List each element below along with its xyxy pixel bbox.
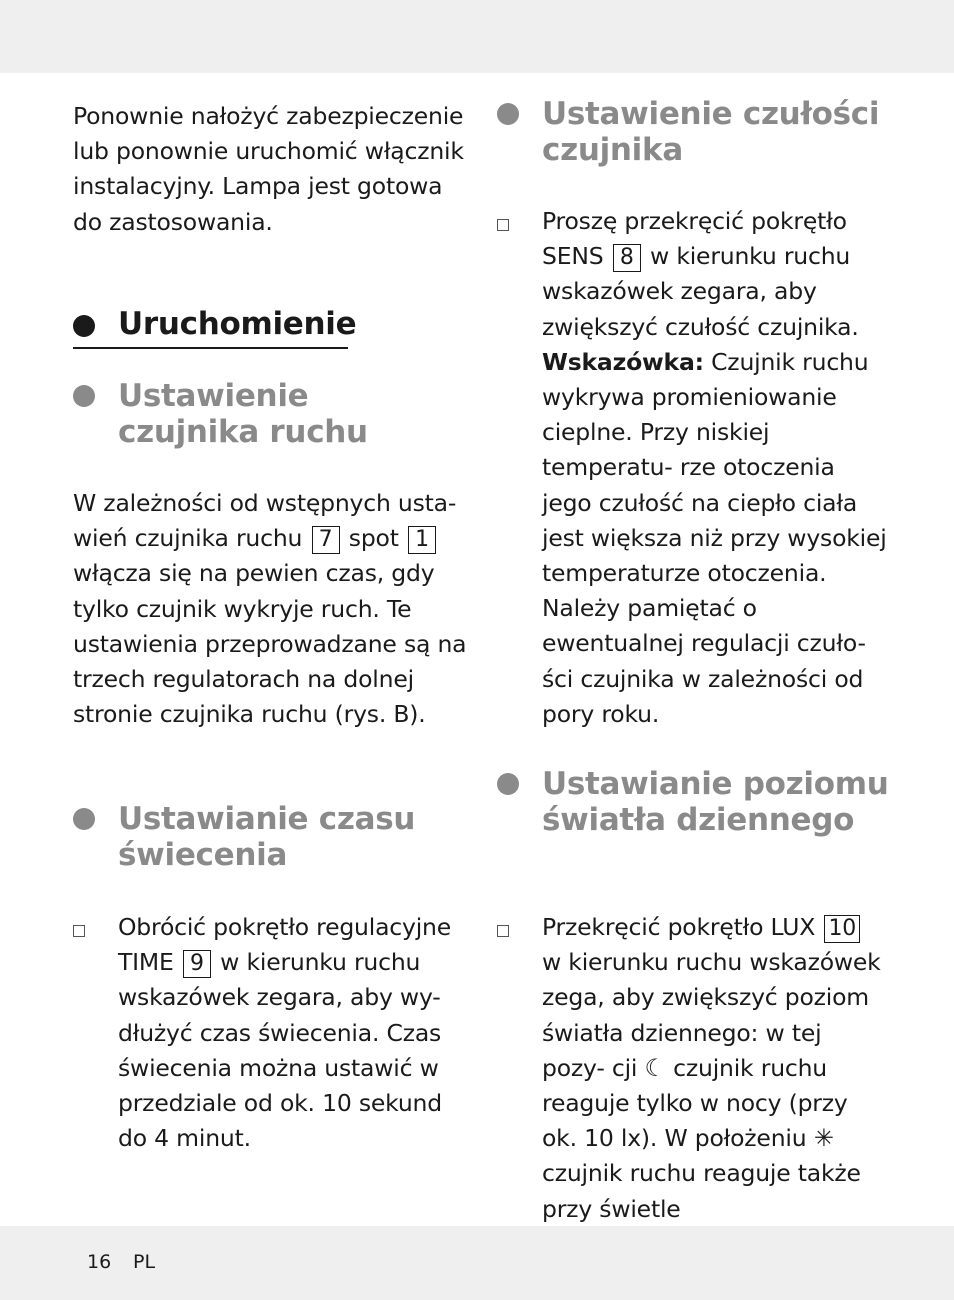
- checkbox-icon: [497, 219, 509, 231]
- ref-sens: 8: [613, 244, 641, 272]
- section-bullet: [73, 315, 95, 337]
- lux-text-3: czujnik ruchu reaguje tylko w nocy (przy ok. 10 lx). W położeniu: [542, 1053, 848, 1153]
- heading-bullet: [497, 773, 519, 795]
- ref-time: 9: [183, 950, 211, 978]
- lux-text-2: w kierunku ruchu wskazówek zega, aby zwiększyć poziom światła dziennego: w tej pozy- cji: [542, 948, 881, 1082]
- time-paragraph: [118, 910, 468, 1156]
- sun-icon: ✳: [813, 1124, 834, 1153]
- motion-paragraph: [73, 486, 468, 732]
- heading-bullet: [497, 103, 519, 125]
- checkbox-icon: [497, 925, 509, 937]
- motion-text-2: spot: [348, 524, 399, 553]
- moon-icon: ☾: [644, 1053, 666, 1082]
- heading-bullet: [73, 385, 95, 407]
- ref-spot: 1: [408, 526, 436, 554]
- sens-paragraph: [542, 204, 887, 732]
- lux-text-4: czujnik ruchu reaguje także przy świetle: [542, 1159, 861, 1223]
- time-heading: Ustawianie czasu świecenia: [118, 801, 416, 873]
- heading-bullet: [73, 808, 95, 830]
- lux-paragraph: [542, 910, 887, 1227]
- time-text-1: Obrócić pokrętło regulacyjne TIME: [118, 913, 451, 977]
- motion-text-1: W zależności od wstępnych usta- wień czujnika ruchu: [73, 489, 457, 553]
- hint-label: Wskazówka:: [542, 347, 704, 376]
- section-title-underline: [73, 347, 348, 349]
- lux-text-1: Przekręcić pokrętło LUX: [542, 913, 816, 941]
- time-text-2: w kierunku ruchu wskazówek zegara, aby wy- dłużyć czas świecenia. Czas świecenia można ustawić w przedziale od ok. 10 sekund do 4 minut.: [118, 948, 442, 1153]
- intro-paragraph: Ponownie nałożyć zabezpieczenie lub ponownie uruchomić włącznik instalacyjny. Lampa jest gotowa do zastosowania.: [73, 102, 464, 236]
- ref-motion-sensor: 7: [312, 526, 340, 554]
- lux-item: [542, 910, 887, 1227]
- sens-text-1: Proszę przekręcić pokrętło SENS: [542, 207, 847, 271]
- section-title: Uruchomienie: [118, 306, 357, 342]
- motion-text-3: włącza się na pewien czas, gdy tylko czujnik wykryje ruch. Te ustawienia przeprowadzane są na trzech regulatorach na dolnej stronie czujnika ruchu (rys. B).: [73, 559, 467, 729]
- top-band: [0, 0, 954, 73]
- sens-text-2: w kierunku ruchu wskazówek zegara, aby zwiększyć czułość czujnika.: [542, 242, 859, 341]
- language-code: PL: [133, 1251, 156, 1273]
- ref-lux: 10: [824, 915, 860, 943]
- sens-item: [542, 204, 887, 732]
- hint-text: Czujnik ruchu wykrywa promieniowanie cieplne. Przy niskiej temperatu- rze otoczenia jego czułość na ciepło ciała jest większa niż przy wysokiej temperaturze otoczenia. Należy pamiętać o ewentualnej regulacji czuło- ści czujnika w zależności od pory roku.: [542, 347, 887, 728]
- page-number: 16: [87, 1251, 112, 1273]
- checkbox-icon: [73, 925, 85, 937]
- intro-block: [73, 99, 468, 240]
- time-item: [118, 910, 468, 1156]
- motion-sensor-heading: Ustawienie czujnika ruchu: [118, 378, 368, 450]
- motion-block: [73, 486, 468, 732]
- lux-heading: Ustawianie poziomu światła dziennego: [542, 766, 889, 838]
- sens-heading: Ustawienie czułości czujnika: [542, 96, 880, 168]
